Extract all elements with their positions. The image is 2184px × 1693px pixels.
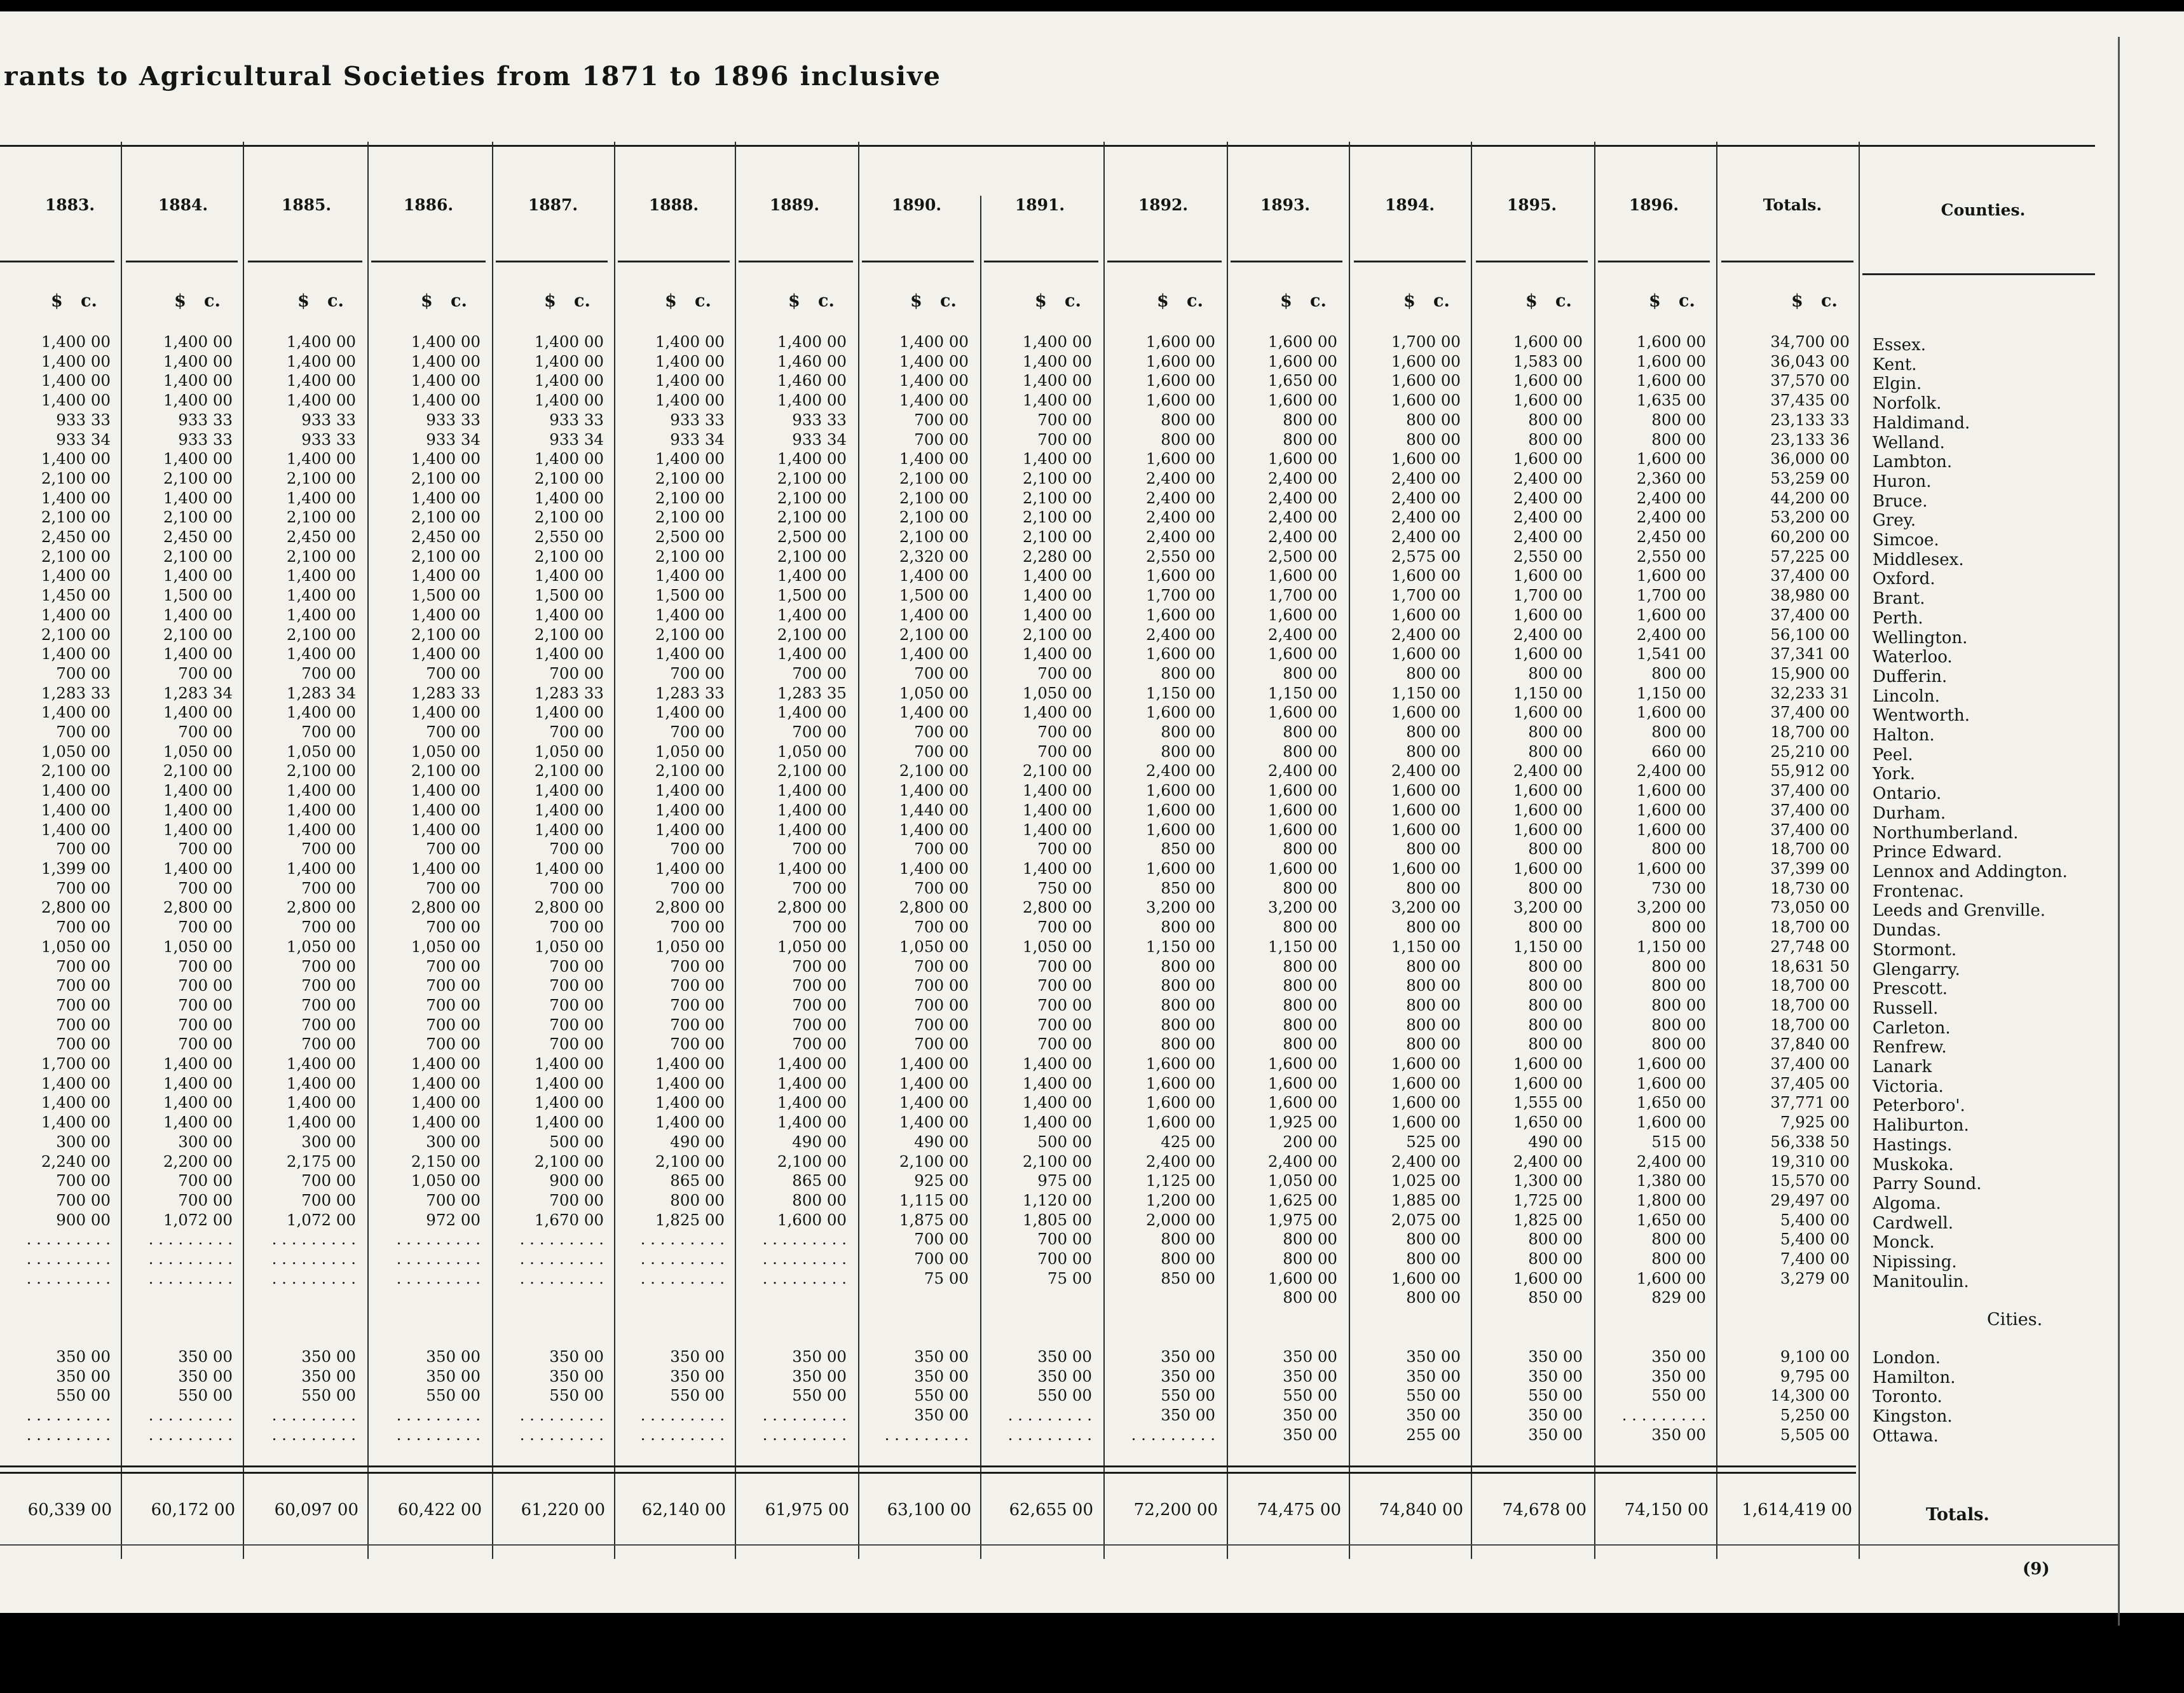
values-1884: 1,400 00 1,400 00 1,400 00 1,400 00 933 33 933 33 1,400 00 2,100 00 1,400 00 2,100 00 2,450 00 2,100 00 1,400 00 1,500 00 1,400 00 2,100 00 1,400 00 700 00 1,283 34 1,400 00 700 00 1,050 00 2,100 00 1,400 00 1,400 00 1,400 00 700 00 1,400 00 700 00 2,800 00 700 00 1,050 00 700 00 700 00 700 00 700 00 700 00 1,400 00 1,400 00 1,400 00 1,400 00 300 00 2,200 00 700 00 700 00 1,072 00 . . . . . . . . . . . . . . . . . . . . . . . . . . . — [148, 332, 233, 1288]
county-name: Waterloo. — [1873, 648, 1953, 667]
county-name: Norfolk. — [1873, 394, 1942, 414]
grand-total-1885: 60,097 00 — [274, 1500, 358, 1520]
county-name: Peterboro'. — [1873, 1096, 1965, 1116]
county-name: Northumberland. — [1873, 823, 2019, 843]
city-values-1886: 350 00 350 00 550 00 . . . . . . . . . . . . . . . . . . — [396, 1347, 481, 1444]
column-header-1892: 1892. — [1138, 196, 1189, 214]
county-name: Russell. — [1873, 998, 1939, 1018]
city-values-1885: 350 00 350 00 550 00 . . . . . . . . . . . . . . . . . . — [271, 1347, 356, 1444]
cents-sign: c. — [81, 291, 97, 311]
currency-unit — [1035, 291, 1081, 311]
city-values-1887: 350 00 350 00 550 00 . . . . . . . . . . . . . . . . . . — [519, 1347, 604, 1444]
dollar-sign: $ — [1649, 291, 1661, 311]
county-name: Wentworth. — [1873, 706, 1970, 726]
county-name: York. — [1873, 765, 1916, 784]
scanned-page — [0, 11, 2184, 1613]
bottom-rule — [0, 1544, 2118, 1546]
header-underline — [0, 261, 114, 262]
column-divider — [1103, 142, 1105, 1559]
column-divider — [243, 142, 244, 1559]
values-1890: 1,400 00 1,400 00 1,400 00 1,400 00 700 00 700 00 1,400 00 2,100 00 2,100 00 2,100 00 2,100 00 2,320 00 1,400 00 1,500 00 1,400 00 2,100 00 1,400 00 700 00 1,050 00 1,400 00 700 00 700 00 2,100 00 1,400 00 1,440 00 1,400 00 700 00 1,400 00 700 00 2,800 00 700 00 1,050 00 700 00 700 00 700 00 700 00 700 00 1,400 00 1,400 00 1,400 00 1,400 00 490 00 2,100 00 925 00 1,115 00 1,875 00 700 00 700 00 75 00 — [899, 332, 969, 1288]
county-name: Monck. — [1873, 1233, 1935, 1253]
cents-sign: c. — [1065, 291, 1081, 311]
dollar-sign: $ — [910, 291, 922, 311]
city-values-1883: 350 00 350 00 550 00 . . . . . . . . . . . . . . . . . . — [26, 1347, 111, 1444]
header-underline — [496, 261, 608, 262]
cents-sign: c. — [695, 291, 711, 311]
dollar-sign: $ — [1035, 291, 1047, 311]
header-underline — [126, 261, 238, 262]
column-header-1893: 1893. — [1260, 196, 1311, 214]
cents-sign: c. — [1821, 291, 1838, 311]
top-rule — [0, 145, 2095, 147]
grand-total-all: 1,614,419 00 — [1742, 1500, 1852, 1520]
column-divider — [735, 142, 736, 1559]
county-name: Brant. — [1873, 589, 1925, 609]
county-name: Welland. — [1873, 433, 1945, 452]
header-underline — [862, 261, 974, 262]
grand-total-1887: 61,220 00 — [521, 1500, 605, 1520]
dollar-sign: $ — [421, 291, 433, 311]
city-values-1889: 350 00 350 00 550 00 . . . . . . . . . . . . . . . . . . — [762, 1347, 847, 1444]
city-values-1895: 350 00 350 00 550 00 350 00 350 00 — [1528, 1347, 1583, 1444]
county-name: Prescott. — [1873, 979, 1948, 999]
values-totals: 34,700 00 36,043 00 37,570 00 37,435 00 23,133 33 23,133 36 36,000 00 53,259 00 44,200 00 53,200 00 60,200 00 57,225 00 37,400 00 38,980 00 37,400 00 56,100 00 37,341 00 15,900 00 32,233 31 37,400 00 18,700 00 25,210 00 55,912 00 37,400 00 37,400 00 37,400 00 18,700 00 37,399 00 18,730 00 73,050 00 18,700 00 27,748 00 18,631 50 18,700 00 18,700 00 18,700 00 37,840 00 37,400 00 37,405 00 37,771 00 7,925 00 56,338 50 19,310 00 15,570 00 29,497 00 5,400 00 5,400 00 7,400 00 3,279 00 — [1770, 332, 1850, 1288]
dollar-sign: $ — [1403, 291, 1416, 311]
county-name: Lincoln. — [1873, 686, 1940, 706]
currency-unit — [1403, 291, 1450, 311]
county-name: Manitoulin. — [1873, 1272, 1969, 1291]
totals-row-label: Totals. — [1926, 1505, 1989, 1525]
city-values-1888: 350 00 350 00 550 00 . . . . . . . . . . . . . . . . . . — [640, 1347, 725, 1444]
county-name: Lambton. — [1873, 452, 1953, 472]
column-divider — [980, 196, 981, 1559]
dollar-sign: $ — [1791, 291, 1803, 311]
header-underline — [1721, 261, 1853, 262]
cents-sign: c. — [451, 291, 467, 311]
cents-sign: c. — [940, 291, 957, 311]
header-underline — [1476, 261, 1588, 262]
column-header-1889: 1889. — [769, 196, 820, 214]
totals-rule-lower — [0, 1472, 1856, 1474]
values-1893: 1,600 00 1,600 00 1,650 00 1,600 00 800 00 800 00 1,600 00 2,400 00 2,400 00 2,400 00 2,400 00 2,500 00 1,600 00 1,700 00 1,600 00 2,400 00 1,600 00 800 00 1,150 00 1,600 00 800 00 800 00 2,400 00 1,600 00 1,600 00 1,600 00 800 00 1,600 00 800 00 3,200 00 800 00 1,150 00 800 00 800 00 800 00 800 00 800 00 1,600 00 1,600 00 1,600 00 1,925 00 200 00 2,400 00 1,050 00 1,625 00 1,975 00 800 00 800 00 1,600 00 800 00 — [1267, 332, 1337, 1307]
grand-total-1893: 74,475 00 — [1257, 1500, 1341, 1520]
page-right-edge — [2118, 37, 2120, 1626]
column-divider — [1349, 142, 1350, 1559]
county-name: Haliburton. — [1873, 1116, 1969, 1136]
grand-total-1888: 62,140 00 — [641, 1500, 726, 1520]
cents-sign: c. — [204, 291, 221, 311]
values-1889: 1,400 00 1,460 00 1,460 00 1,400 00 933 33 933 34 1,400 00 2,100 00 2,100 00 2,100 00 2,500 00 2,100 00 1,400 00 1,500 00 1,400 00 2,100 00 1,400 00 700 00 1,283 35 1,400 00 700 00 1,050 00 2,100 00 1,400 00 1,400 00 1,400 00 700 00 1,400 00 700 00 2,800 00 700 00 1,050 00 700 00 700 00 700 00 700 00 700 00 1,400 00 1,400 00 1,400 00 1,400 00 490 00 2,100 00 865 00 800 00 1,600 00 . . . . . . . . . . . . . . . . . . . . . . . . . . . — [762, 332, 847, 1288]
column-header-1883: 1883. — [44, 196, 95, 214]
dollar-sign: $ — [174, 291, 186, 311]
column-divider — [858, 142, 859, 1559]
cents-sign: c. — [1679, 291, 1695, 311]
city-values-1891: 350 00 350 00 550 00 . . . . . . . . . . . . . . . . . . — [1007, 1347, 1092, 1444]
county-name: Huron. — [1873, 472, 1932, 491]
values-1895: 1,600 00 1,583 00 1,600 00 1,600 00 800 00 800 00 1,600 00 2,400 00 2,400 00 2,400 00 2,400 00 2,550 00 1,600 00 1,700 00 1,600 00 2,400 00 1,600 00 800 00 1,150 00 1,600 00 800 00 800 00 2,400 00 1,600 00 1,600 00 1,600 00 800 00 1,600 00 800 00 3,200 00 800 00 1,150 00 800 00 800 00 800 00 800 00 800 00 1,600 00 1,600 00 1,555 00 1,650 00 490 00 2,400 00 1,300 00 1,725 00 1,825 00 800 00 800 00 1,600 00 850 00 — [1513, 332, 1583, 1307]
city-values-1884: 350 00 350 00 550 00 . . . . . . . . . . . . . . . . . . — [148, 1347, 233, 1444]
cents-sign: c. — [1310, 291, 1327, 311]
column-header-1884: 1884. — [158, 196, 208, 214]
dollar-sign: $ — [665, 291, 677, 311]
header-underline — [1107, 261, 1222, 262]
city-values-1894: 350 00 350 00 550 00 350 00 255 00 — [1406, 1347, 1461, 1444]
grand-total-1894: 74,840 00 — [1379, 1500, 1463, 1520]
currency-unit — [544, 291, 590, 311]
county-name: Dundas. — [1873, 921, 1942, 941]
column-divider — [1859, 142, 1860, 1559]
city-values-1896: 350 00 350 00 550 00 . . . . . . . . . 350 00 — [1621, 1347, 1706, 1444]
grand-total-1884: 60,172 00 — [151, 1500, 235, 1520]
county-name: Perth. — [1873, 608, 1923, 628]
column-divider — [1227, 142, 1228, 1559]
county-name: Lennox and Addington. — [1873, 862, 2068, 881]
county-name: Prince Edward. — [1873, 843, 2002, 862]
header-underline — [1862, 273, 2095, 275]
cents-sign: c. — [1555, 291, 1572, 311]
column-divider — [614, 142, 615, 1559]
grand-total-1895: 74,678 00 — [1502, 1500, 1587, 1520]
county-name: Elgin. — [1873, 374, 1922, 394]
county-name: Victoria. — [1873, 1077, 1944, 1096]
currency-unit — [1280, 291, 1327, 311]
currency-unit — [51, 291, 97, 311]
county-name: Nipissing. — [1873, 1253, 1957, 1272]
totals-rule-upper — [1862, 1465, 1864, 1466]
header-underline — [248, 261, 362, 262]
values-1894: 1,700 00 1,600 00 1,600 00 1,600 00 800 00 800 00 1,600 00 2,400 00 2,400 00 2,400 00 2,400 00 2,575 00 1,600 00 1,700 00 1,600 00 2,400 00 1,600 00 800 00 1,150 00 1,600 00 800 00 800 00 2,400 00 1,600 00 1,600 00 1,600 00 800 00 1,600 00 800 00 3,200 00 800 00 1,150 00 800 00 800 00 800 00 800 00 800 00 1,600 00 1,600 00 1,600 00 1,600 00 525 00 2,400 00 1,025 00 1,885 00 2,075 00 800 00 800 00 1,600 00 800 00 — [1391, 332, 1461, 1307]
dollar-sign: $ — [544, 291, 556, 311]
cents-sign: c. — [1433, 291, 1450, 311]
currency-unit — [1525, 291, 1572, 311]
county-name: Simcoe. — [1873, 531, 1939, 550]
currency-unit — [1157, 291, 1203, 311]
county-name: Muskoka. — [1873, 1155, 1954, 1174]
city-name: Ottawa. — [1873, 1426, 1939, 1446]
column-divider — [492, 142, 493, 1559]
county-name: Oxford. — [1873, 569, 1935, 589]
grand-total-1890: 63,100 00 — [887, 1500, 971, 1520]
column-divider — [1594, 142, 1595, 1559]
city-name: London. — [1873, 1349, 1941, 1368]
column-divider — [367, 142, 369, 1559]
currency-unit — [297, 291, 344, 311]
column-header-1896: 1896. — [1628, 196, 1679, 214]
county-name: Haldimand. — [1873, 413, 1970, 433]
currency-unit — [788, 291, 835, 311]
column-header-1886: 1886. — [403, 196, 454, 214]
cents-sign: c. — [574, 291, 590, 311]
header-underline — [984, 261, 1098, 262]
county-name: Grey. — [1873, 511, 1916, 531]
county-name: Middlesex. — [1873, 550, 1964, 569]
cents-sign: c. — [818, 291, 835, 311]
city-values-1893: 350 00 350 00 550 00 350 00 350 00 — [1283, 1347, 1337, 1444]
currency-unit — [665, 291, 711, 311]
currency-unit — [174, 291, 221, 311]
column-header-1887: 1887. — [528, 196, 578, 214]
county-name: Bruce. — [1873, 491, 1928, 511]
county-name: Durham. — [1873, 803, 1946, 823]
column-divider — [1716, 142, 1717, 1559]
county-name: Halton. — [1873, 726, 1935, 745]
column-header-1895: 1895. — [1506, 196, 1557, 214]
page-number: (9) — [2023, 1560, 2050, 1579]
dollar-sign: $ — [51, 291, 63, 311]
county-name: Dufferin. — [1873, 667, 1948, 686]
city-values-1892: 350 00 350 00 550 00 350 00 . . . . . . . . . — [1131, 1347, 1215, 1444]
column-header-1888: 1888. — [648, 196, 699, 214]
county-name: Glengarry. — [1873, 960, 1960, 979]
values-1891: 1,400 00 1,400 00 1,400 00 1,400 00 700 00 700 00 1,400 00 2,100 00 2,100 00 2,100 00 2,100 00 2,280 00 1,400 00 1,400 00 1,400 00 2,100 00 1,400 00 700 00 1,050 00 1,400 00 700 00 700 00 2,100 00 1,400 00 1,400 00 1,400 00 700 00 1,400 00 750 00 2,800 00 700 00 1,050 00 700 00 700 00 700 00 700 00 700 00 1,400 00 1,400 00 1,400 00 1,400 00 500 00 2,100 00 975 00 1,120 00 1,805 00 700 00 700 00 75 00 — [1022, 332, 1092, 1288]
currency-unit — [910, 291, 957, 311]
column-divider — [1471, 142, 1472, 1559]
values-1888: 1,400 00 1,400 00 1,400 00 1,400 00 933 33 933 34 1,400 00 2,100 00 2,100 00 2,100 00 2,500 00 2,100 00 1,400 00 1,500 00 1,400 00 2,100 00 1,400 00 700 00 1,283 33 1,400 00 700 00 1,050 00 2,100 00 1,400 00 1,400 00 1,400 00 700 00 1,400 00 700 00 2,800 00 700 00 1,050 00 700 00 700 00 700 00 700 00 700 00 1,400 00 1,400 00 1,400 00 1,400 00 490 00 2,100 00 865 00 800 00 1,825 00 . . . . . . . . . . . . . . . . . . . . . . . . . . . — [640, 332, 725, 1288]
county-name: Hastings. — [1873, 1135, 1953, 1155]
currency-unit — [1649, 291, 1695, 311]
header-underline — [1231, 261, 1342, 262]
header-underline — [618, 261, 730, 262]
column-header-1885: 1885. — [281, 196, 332, 214]
county-name: Wellington. — [1873, 628, 1968, 648]
values-1886: 1,400 00 1,400 00 1,400 00 1,400 00 933 33 933 34 1,400 00 2,100 00 1,400 00 2,100 00 2,450 00 2,100 00 1,400 00 1,500 00 1,400 00 2,100 00 1,400 00 700 00 1,283 33 1,400 00 700 00 1,050 00 2,100 00 1,400 00 1,400 00 1,400 00 700 00 1,400 00 700 00 2,800 00 700 00 1,050 00 700 00 700 00 700 00 700 00 700 00 1,400 00 1,400 00 1,400 00 1,400 00 300 00 2,150 00 1,050 00 700 00 972 00 . . . . . . . . . . . . . . . . . . . . . . . . . . . — [396, 332, 481, 1288]
grand-total-1892: 72,200 00 — [1133, 1500, 1218, 1520]
column-header-totals: Totals. — [1763, 196, 1822, 214]
county-name: Algoma. — [1873, 1193, 1941, 1213]
county-name: Carleton. — [1873, 1018, 1951, 1038]
values-1896: 1,600 00 1,600 00 1,600 00 1,635 00 800 00 800 00 1,600 00 2,360 00 2,400 00 2,400 00 2,450 00 2,550 00 1,600 00 1,700 00 1,600 00 2,400 00 1,541 00 800 00 1,150 00 1,600 00 800 00 660 00 2,400 00 1,600 00 1,600 00 1,600 00 800 00 1,600 00 730 00 3,200 00 800 00 1,150 00 800 00 800 00 800 00 800 00 800 00 1,600 00 1,600 00 1,650 00 1,600 00 515 00 2,400 00 1,380 00 1,800 00 1,650 00 800 00 800 00 1,600 00 829 00 — [1636, 332, 1706, 1307]
county-name: Lanark — [1873, 1057, 1932, 1077]
grand-total-1886: 60,422 00 — [397, 1500, 482, 1520]
header-underline — [739, 261, 853, 262]
county-name: Leeds and Grenville. — [1873, 901, 2046, 921]
dollar-sign: $ — [1280, 291, 1292, 311]
column-header-1890: 1890. — [891, 196, 942, 214]
grand-total-1891: 62,655 00 — [1009, 1500, 1093, 1520]
cents-sign: c. — [327, 291, 344, 311]
column-divider — [121, 142, 122, 1559]
values-1887: 1,400 00 1,400 00 1,400 00 1,400 00 933 33 933 34 1,400 00 2,100 00 1,400 00 2,100 00 2,550 00 2,100 00 1,400 00 1,500 00 1,400 00 2,100 00 1,400 00 700 00 1,283 33 1,400 00 700 00 1,050 00 2,100 00 1,400 00 1,400 00 1,400 00 700 00 1,400 00 700 00 2,800 00 700 00 1,050 00 700 00 700 00 700 00 700 00 700 00 1,400 00 1,400 00 1,400 00 1,400 00 500 00 2,100 00 900 00 700 00 1,670 00 . . . . . . . . . . . . . . . . . . . . . . . . . . . — [519, 332, 604, 1288]
values-1892: 1,600 00 1,600 00 1,600 00 1,600 00 800 00 800 00 1,600 00 2,400 00 2,400 00 2,400 00 2,400 00 2,550 00 1,600 00 1,700 00 1,600 00 2,400 00 1,600 00 800 00 1,150 00 1,600 00 800 00 800 00 2,400 00 1,600 00 1,600 00 1,600 00 850 00 1,600 00 850 00 3,200 00 800 00 1,150 00 800 00 800 00 800 00 800 00 800 00 1,600 00 1,600 00 1,600 00 1,600 00 425 00 2,400 00 1,125 00 1,200 00 2,000 00 800 00 800 00 850 00 — [1145, 332, 1215, 1288]
values-1885: 1,400 00 1,400 00 1,400 00 1,400 00 933 33 933 33 1,400 00 2,100 00 1,400 00 2,100 00 2,450 00 2,100 00 1,400 00 1,400 00 1,400 00 2,100 00 1,400 00 700 00 1,283 34 1,400 00 700 00 1,050 00 2,100 00 1,400 00 1,400 00 1,400 00 700 00 1,400 00 700 00 2,800 00 700 00 1,050 00 700 00 700 00 700 00 700 00 700 00 1,400 00 1,400 00 1,400 00 1,400 00 300 00 2,175 00 700 00 700 00 1,072 00 . . . . . . . . . . . . . . . . . . . . . . . . . . . — [271, 332, 356, 1288]
city-names — [1873, 1349, 1956, 1446]
county-name: Peel. — [1873, 745, 1913, 765]
county-name: Frontenac. — [1873, 881, 1964, 901]
city-name: Toronto. — [1873, 1387, 1942, 1407]
county-name: Ontario. — [1873, 784, 1942, 804]
dollar-sign: $ — [1525, 291, 1538, 311]
county-name: Renfrew. — [1873, 1038, 1947, 1057]
column-header-1894: 1894. — [1384, 196, 1435, 214]
county-names — [1873, 336, 2068, 1291]
header-underline — [371, 261, 486, 262]
grand-total-1889: 61,975 00 — [765, 1500, 849, 1520]
city-name: Hamilton. — [1873, 1368, 1956, 1387]
currency-unit — [1791, 291, 1838, 311]
county-name: Kent. — [1873, 355, 1917, 374]
column-header-1891: 1891. — [1014, 196, 1065, 214]
dollar-sign: $ — [297, 291, 310, 311]
grand-total-1896: 74,150 00 — [1624, 1500, 1709, 1520]
totals-rule-upper — [0, 1465, 1856, 1467]
grand-total-1883: 60,339 00 — [27, 1500, 112, 1520]
county-name: Parry Sound. — [1873, 1174, 1982, 1194]
city-name: Kingston. — [1873, 1407, 1953, 1427]
header-underline — [1598, 261, 1710, 262]
county-name: Essex. — [1873, 336, 1926, 355]
values-1883: 1,400 00 1,400 00 1,400 00 1,400 00 933 33 933 34 1,400 00 2,100 00 1,400 00 2,100 00 2,450 00 2,100 00 1,400 00 1,450 00 1,400 00 2,100 00 1,400 00 700 00 1,283 33 1,400 00 700 00 1,050 00 2,100 00 1,400 00 1,400 00 1,400 00 700 00 1,399 00 700 00 2,800 00 700 00 1,050 00 700 00 700 00 700 00 700 00 700 00 1,700 00 1,400 00 1,400 00 1,400 00 300 00 2,240 00 700 00 700 00 900 00 . . . . . . . . . . . . . . . . . . . . . . . . . . . — [26, 332, 111, 1288]
cents-sign: c. — [1187, 291, 1203, 311]
column-header-counties: Counties. — [1941, 201, 2026, 219]
dollar-sign: $ — [1157, 291, 1169, 311]
county-name: Stormont. — [1873, 940, 1957, 960]
city-values-1890: 350 00 350 00 550 00 350 00 . . . . . . . . . — [884, 1347, 969, 1444]
currency-unit — [421, 291, 467, 311]
cities-section-label: Cities. — [1987, 1310, 2043, 1329]
header-underline — [1354, 261, 1466, 262]
dollar-sign: $ — [788, 291, 800, 311]
city-values-totals: 9,100 00 9,795 00 14,300 00 5,250 00 5,505 00 — [1770, 1347, 1850, 1444]
page-title: rants to Agricultural Societies from 1871 to 1896 inclusive — [4, 61, 942, 92]
county-name: Cardwell. — [1873, 1213, 1954, 1233]
